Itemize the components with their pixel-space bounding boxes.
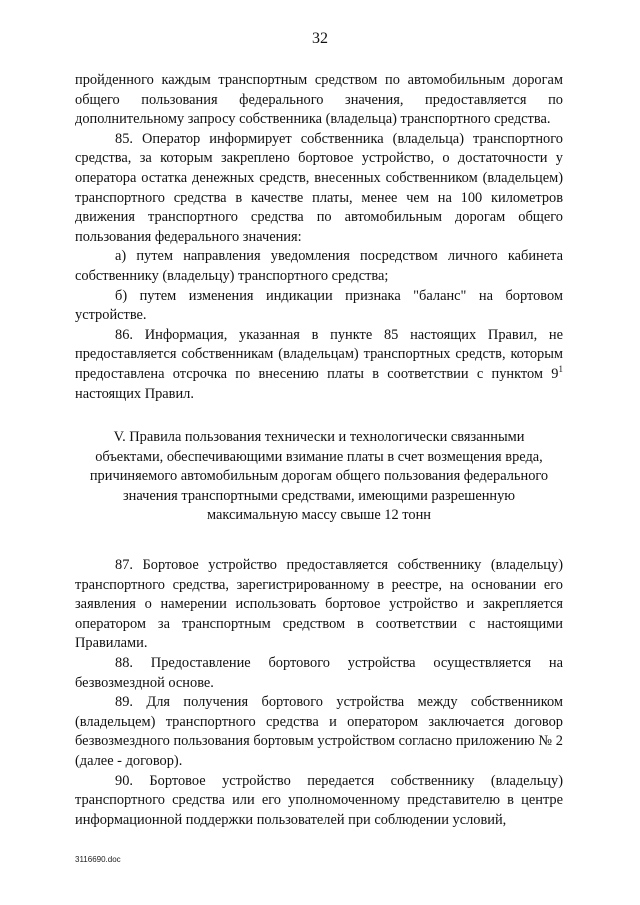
footer-filename: 3116690.doc	[75, 855, 121, 864]
document-body	[75, 71, 563, 830]
paragraph-86	[75, 326, 563, 404]
paragraph-87: 87. Бортовое устройство предоставляется собственнику (владельцу) транспортного средства, зарегистрированному в реестре, на основании его заявления о намерении использовать бортовое устройство и закрепляется оператором за транспортным средством в соответствии с настоящими Правилами.	[75, 557, 563, 652]
section-heading-line: максимальную массу свыше 12 тонн	[206, 507, 431, 524]
section-heading-line: значения транспортными средствами, имеющими разрешенную	[122, 487, 516, 504]
paragraph-85-a: а) путем направления уведомления посредством личного кабинета собственнику (владельцу) транспортного средства;	[75, 248, 563, 284]
paragraph-86-text: 86. Информация, указанная в пункте 85 настоящих Правил, не предоставляется собственникам (владельцам) транспортных средств, которым предоставлена отсрочка по внесению платы в соответствии с пунктом 9	[75, 326, 563, 382]
paragraph-continuation: пройденного каждым транспортным средством по автомобильным дорогам общего пользования федерального значения, предоставляется по дополнительному запросу собственника (владельца) транспортного средства.	[75, 72, 563, 128]
paragraph-88: 88. Предоставление бортового устройства осуществляется на безвозмездной основе.	[75, 655, 563, 691]
paragraph-86-tail: настоящих Правил.	[75, 385, 194, 402]
section-heading	[75, 428, 563, 526]
paragraph-90: 90. Бортовое устройство передается собственнику (владельцу) транспортного средства или его уполномоченному представителю в центре информационной поддержки пользователей при соблюдении условий,	[75, 772, 563, 828]
footnote-superscript: 1	[558, 364, 563, 375]
section-heading-line: причиняемого автомобильным дорогам общего пользования федерального	[89, 468, 549, 485]
paragraph-85: 85. Оператор информирует собственника (владельца) транспортного средства, за которым закреплено бортовое устройство, о достаточности у оператора остатка денежных средств, внесенных собственником (владельцем) транспортного средства в качестве платы, менее чем на 100 километров движения транспортного средства по автомобильным дорогам общего пользования федерального значения:	[75, 130, 563, 245]
page-number: 32	[312, 30, 328, 47]
paragraph-89: 89. Для получения бортового устройства между собственником (владельцем) транспортного средства и оператором заключается договор безвозмездного пользования бортовым устройством согласно приложению № 2 (далее - договор).	[75, 694, 563, 769]
section-heading-line: объектами, обеспечивающими взимание платы в счет возмещения вреда,	[95, 448, 543, 465]
section-heading-line: V. Правила пользования технически и технологически связанными	[113, 429, 525, 446]
paragraph-85-b: б) путем изменения индикации признака "баланс" на бортовом устройстве.	[75, 287, 563, 324]
